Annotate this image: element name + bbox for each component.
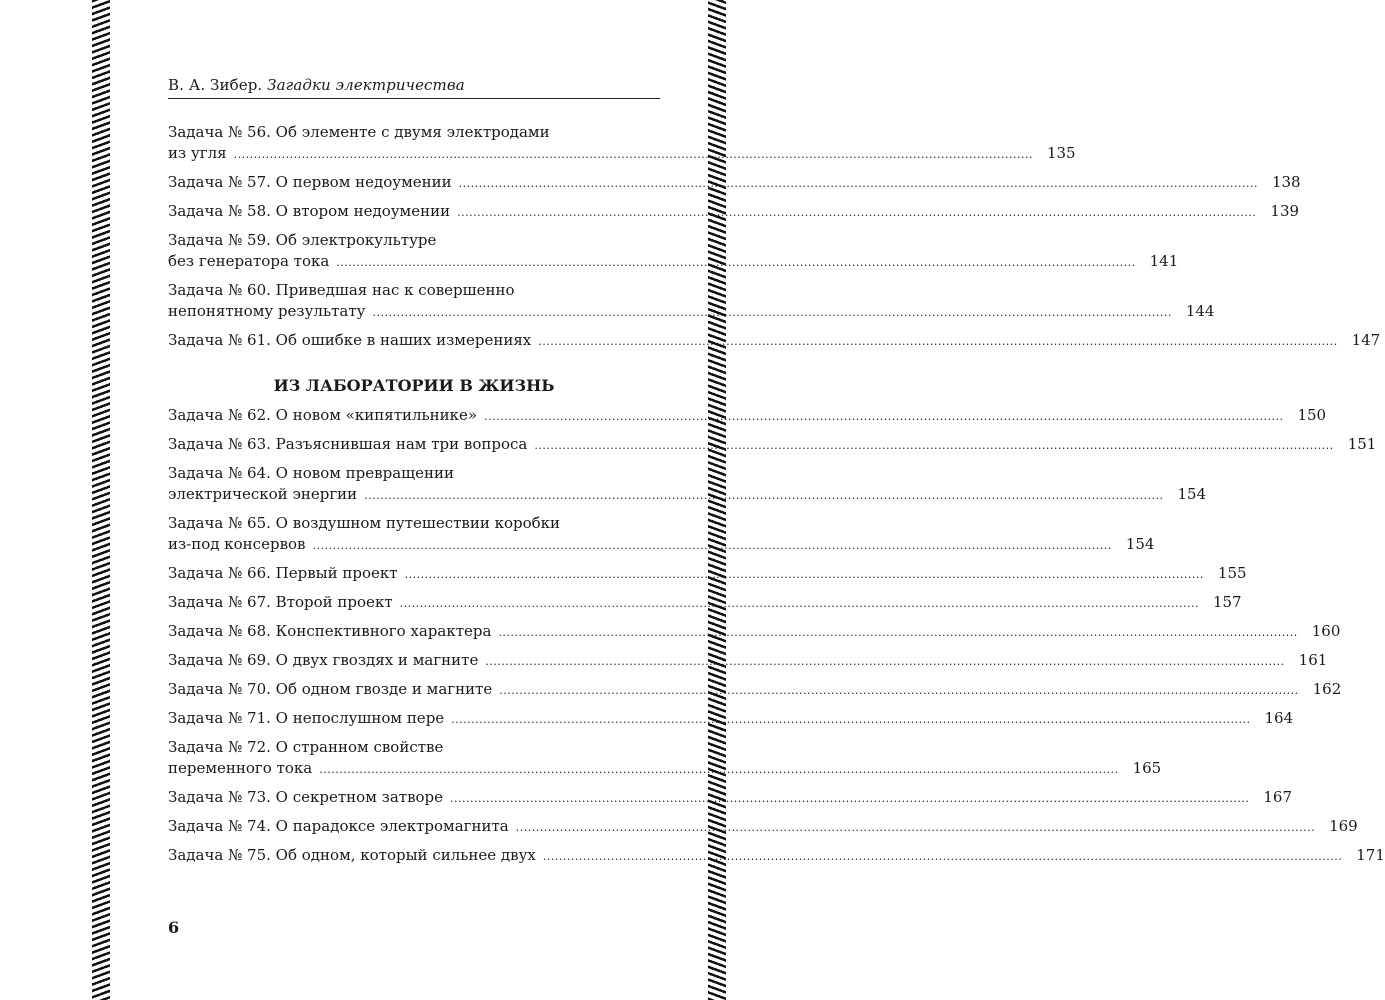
dot-leader: ........................................................................................................................................................................................................ [319,763,1119,776]
toc-entry-page: 144 [1185,302,1215,320]
toc-entry-leader-row [168,592,1242,614]
toc-entry-text: Задача № 68. Конспективного характера [168,622,492,640]
dot-leader: ........................................................................................................................................................................................................ [404,568,1204,581]
toc-entry-text: Задача № 67. Второй проект [168,593,393,611]
toc-entry-title-line: Задача № 60. Приведшая нас к совершенно [168,281,515,299]
toc-group-2 [168,405,1385,867]
toc-entry[interactable] [168,463,1207,506]
toc-entry-text: из-под консервов [168,535,306,553]
toc-entry[interactable] [168,708,1294,730]
toc-entry-page: 138 [1271,173,1301,191]
toc-entry[interactable] [168,513,1155,556]
toc-entry-page: 162 [1312,680,1342,698]
toc-entry[interactable] [168,650,1328,672]
toc-entry[interactable] [168,330,1381,352]
toc-entry-title-line: Задача № 64. О новом превращении [168,464,454,482]
header-author: В. А. Зибер. [168,76,263,94]
toc-entry-leader-row [168,845,1385,867]
toc-entry-leader-row [168,758,1162,780]
toc-entry-leader-row [168,172,1301,194]
toc-entry-leader-row [168,563,1247,585]
toc-entry-page: 135 [1046,144,1076,162]
toc-entry-page: 154 [1125,535,1155,553]
toc-entry-leader-row [168,679,1342,701]
toc-entry-title-line: Задача № 72. О странном свойстве [168,738,444,756]
dot-leader: ........................................................................................................................................................................................................ [485,655,1285,668]
toc-entry-leader-row [168,301,1215,323]
toc-entry-leader-row [168,434,1377,456]
toc-entry-title-line: Задача № 59. Об электрокультуре [168,231,437,249]
toc-entry-text: Задача № 66. Первый проект [168,564,398,582]
toc-entry[interactable] [168,592,1242,614]
toc-entry-title-line: Задача № 65. О воздушном путешествии коробки [168,514,561,532]
toc-entry[interactable] [168,563,1247,585]
dot-leader: ........................................................................................................................................................................................................ [372,306,1172,319]
toc-entry-page: 157 [1212,593,1242,611]
toc-entry-page: 141 [1149,252,1179,270]
toc-entry-leader-row [168,330,1381,352]
toc-entry-page: 161 [1298,651,1328,669]
toc-entry-text: без генератора тока [168,252,330,270]
toc-entry-page: 167 [1263,788,1292,806]
dot-leader: ........................................................................................................................................................................................................ [399,597,1199,610]
toc-entry-text: Задача № 70. Об одном гвозде и магните [168,680,493,698]
dot-leader: ........................................................................................................................................................................................................ [364,489,1164,502]
toc-entry-leader-row [168,405,1327,427]
toc-entry-leader-row [168,621,1341,643]
dot-leader: ........................................................................................................................................................................................................ [233,148,1033,161]
dot-leader: ........................................................................................................................................................................................................ [534,439,1334,452]
toc-entry-text: электрической энергии [168,485,358,503]
toc-entry[interactable] [168,787,1292,809]
dot-leader: ........................................................................................................................................................................................................ [336,256,1136,269]
header-title: Загадки электричества [267,76,465,94]
toc-entry-leader-row [168,143,1076,165]
toc-entry-text: Задача № 63. Разъяснившая нам три вопроса [168,435,528,453]
toc-entry-leader-row [168,251,1179,273]
dot-leader: ........................................................................................................................................................................................................ [457,206,1257,219]
left-page-edge [92,0,110,1000]
toc-entry-page: 147 [1351,331,1381,349]
toc-entry-text: Задача № 69. О двух гвоздях и магните [168,651,479,669]
toc-entry-text: Задача № 73. О секретном затворе [168,788,444,806]
toc-entry[interactable] [168,737,1162,780]
toc-entry[interactable] [168,679,1342,701]
toc-entry[interactable] [168,172,1301,194]
toc-entry-title-line: Задача № 56. Об элементе с двумя электродами [168,123,550,141]
toc-entry[interactable] [168,845,1385,867]
toc-entry-page: 155 [1217,564,1247,582]
toc-entry-text: Задача № 62. О новом «кипятильнике» [168,406,478,424]
toc-entry-leader-row [168,708,1294,730]
dot-leader: ........................................................................................................................................................................................................ [450,792,1250,805]
toc-entry-page: 164 [1264,709,1294,727]
toc-entry-leader-row [168,787,1292,809]
toc-entry-leader-row [168,534,1155,556]
toc-entry-text: Задача № 58. О втором недоумении [168,202,451,220]
toc-entry-page: 150 [1297,406,1327,424]
dot-leader: ........................................................................................................................................................................................................ [542,850,1343,863]
toc-entry-leader-row [168,484,1207,506]
toc-entry-text: Задача № 75. Об одном, который сильнее двух [168,846,536,864]
toc-entry-leader-row [168,201,1300,223]
toc-entry-text: Задача № 61. Об ошибке в наших измерениях [168,331,532,349]
toc-entry-text: переменного тока [168,759,313,777]
toc-entry[interactable] [168,122,1076,165]
toc-entry[interactable] [168,280,1215,323]
toc-entry-page: 169 [1329,817,1358,835]
toc-entry-text: из угля [168,144,227,162]
toc-entry[interactable] [168,621,1341,643]
toc-entry-page: 154 [1177,485,1207,503]
dot-leader: ........................................................................................................................................................................................................ [498,626,1298,639]
dot-leader: ........................................................................................................................................................................................................ [484,410,1284,423]
dot-leader: ........................................................................................................................................................................................................ [515,821,1316,834]
toc-entry[interactable] [168,201,1300,223]
toc-entry-leader-row [168,650,1328,672]
section-title: ИЗ ЛАБОРАТОРИИ В ЖИЗНЬ [273,376,555,395]
toc-entry-leader-row [168,816,1358,838]
toc-group-1 [168,122,1381,352]
toc-entry[interactable] [168,230,1179,273]
toc-entry-page: 165 [1132,759,1162,777]
dot-leader: ........................................................................................................................................................................................................ [458,177,1258,190]
dot-leader: ........................................................................................................................................................................................................ [312,539,1112,552]
toc-entry-text: непонятному результату [168,302,366,320]
dot-leader: ........................................................................................................................................................................................................ [499,684,1299,697]
toc-entry-text: Задача № 71. О непослушном пере [168,709,445,727]
toc-entry[interactable] [168,816,1358,838]
running-header [168,76,660,99]
page-number: 6 [168,918,180,937]
toc-entry[interactable] [168,434,1377,456]
toc-entry-page: 139 [1270,202,1300,220]
dot-leader: ........................................................................................................................................................................................................ [451,713,1251,726]
toc-entry-text: Задача № 74. О парадоксе электромагнита [168,817,509,835]
toc-entry-page: 160 [1311,622,1341,640]
toc-entry-text: Задача № 57. О первом недоумении [168,173,452,191]
table-of-contents [168,122,1385,874]
dot-leader: ........................................................................................................................................................................................................ [538,335,1338,348]
toc-entry[interactable] [168,405,1327,427]
toc-entry-page: 151 [1347,435,1377,453]
toc-entry-page: 171 [1356,846,1385,864]
